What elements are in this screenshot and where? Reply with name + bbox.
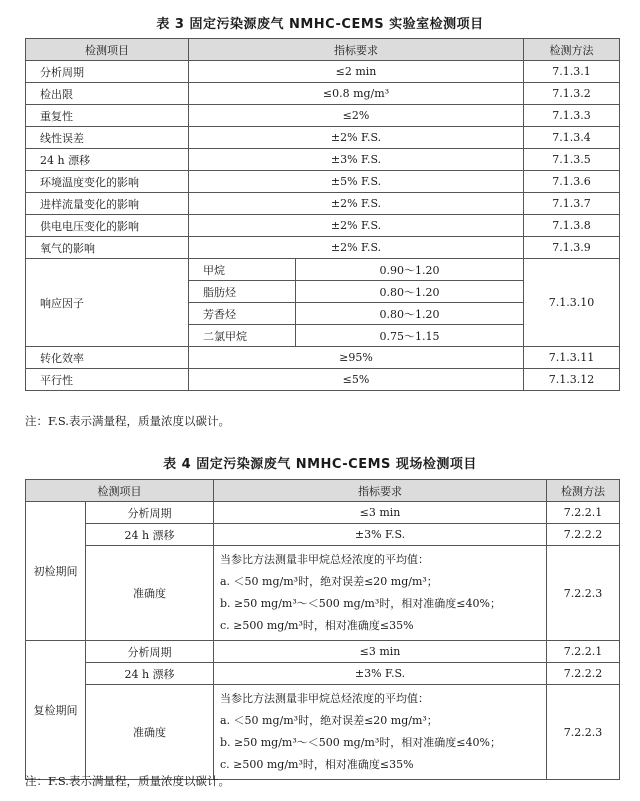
method-cell: 7.1.3.5 [524, 149, 620, 171]
criteria-line: 当参比方法测量非甲烷总烃浓度的平均值： [220, 692, 429, 705]
compound-cell: 芳香烃 [189, 303, 296, 325]
item-cell: 响应因子 [26, 259, 189, 347]
requirement-cell: ≤0.8 mg/m³ [189, 83, 524, 105]
range-cell: 0.90～1.20 [296, 259, 524, 281]
table4-note: 注：F.S.表示满量程，质量浓度以碳计。 [25, 774, 230, 788]
requirement-cell: ≤3 min [214, 502, 547, 524]
header-requirement: 指标要求 [189, 39, 524, 61]
table4-header-row [26, 480, 620, 502]
table-row [26, 524, 620, 546]
criteria-line: c. ≥500 mg/m³时，相对准确度≤35% [220, 758, 414, 771]
table-row [26, 171, 620, 193]
method-cell: 7.1.3.6 [524, 171, 620, 193]
item-cell: 线性误差 [26, 127, 189, 149]
table-row [26, 369, 620, 391]
period-cell: 复检期间 [26, 641, 86, 780]
method-cell: 7.1.3.12 [524, 369, 620, 391]
header-method: 检测方法 [547, 480, 620, 502]
method-cell: 7.1.3.7 [524, 193, 620, 215]
requirement-cell: ±2% F.S. [189, 215, 524, 237]
criteria-line: c. ≥500 mg/m³时，相对准确度≤35% [220, 619, 414, 632]
table-row [26, 215, 620, 237]
requirement-cell: ±2% F.S. [189, 127, 524, 149]
requirement-cell: ±3% F.S. [214, 524, 547, 546]
table3-note: 注：F.S.表示满量程，质量浓度以碳计。 [25, 414, 230, 428]
item-cell: 准确度 [86, 685, 214, 780]
method-cell: 7.2.2.1 [547, 502, 620, 524]
item-cell: 供电电压变化的影响 [26, 215, 189, 237]
table-row [26, 237, 620, 259]
table-row [26, 61, 620, 83]
table3-header-row [26, 39, 620, 61]
compound-cell: 甲烷 [189, 259, 296, 281]
criteria-line: 当参比方法测量非甲烷总烃浓度的平均值： [220, 553, 429, 566]
method-cell: 7.1.3.11 [524, 347, 620, 369]
requirement-cell: ≤5% [189, 369, 524, 391]
requirement-cell: ±2% F.S. [189, 193, 524, 215]
method-cell: 7.1.3.8 [524, 215, 620, 237]
requirement-cell: ≤3 min [214, 641, 547, 663]
compound-cell: 二氯甲烷 [189, 325, 296, 347]
method-cell: 7.1.3.10 [524, 259, 620, 347]
criteria-line: a. ＜50 mg/m³时，绝对误差≤20 mg/m³； [220, 575, 438, 588]
item-cell: 进样流量变化的影响 [26, 193, 189, 215]
table-row [26, 641, 620, 663]
method-cell: 7.1.3.3 [524, 105, 620, 127]
item-cell: 转化效率 [26, 347, 189, 369]
requirement-cell: ±5% F.S. [189, 171, 524, 193]
requirement-cell: ±3% F.S. [189, 149, 524, 171]
item-cell: 24 h 漂移 [86, 663, 214, 685]
header-item: 检测项目 [26, 39, 189, 61]
accuracy-criteria-cell [214, 685, 547, 780]
table-row [26, 83, 620, 105]
method-cell: 7.2.2.1 [547, 641, 620, 663]
criteria-line: b. ≥50 mg/m³～＜500 mg/m³时，相对准确度≤40%； [220, 736, 501, 749]
range-cell: 0.80～1.20 [296, 303, 524, 325]
period-cell: 初检期间 [26, 502, 86, 641]
table4-caption: 表 4 固定污染源废气 NMHC-CEMS 现场检测项目 [163, 457, 477, 472]
method-cell: 7.1.3.9 [524, 237, 620, 259]
item-cell: 检出限 [26, 83, 189, 105]
requirement-cell: ≤2% [189, 105, 524, 127]
requirement-cell: ≥95% [189, 347, 524, 369]
table-row [26, 663, 620, 685]
compound-cell: 脂肪烃 [189, 281, 296, 303]
item-cell: 分析周期 [86, 641, 214, 663]
method-cell: 7.2.2.3 [547, 546, 620, 641]
range-cell: 0.75～1.15 [296, 325, 524, 347]
table-row [26, 347, 620, 369]
item-cell: 氧气的影响 [26, 237, 189, 259]
method-cell: 7.2.2.3 [547, 685, 620, 780]
accuracy-row [26, 685, 620, 780]
item-cell: 分析周期 [86, 502, 214, 524]
accuracy-criteria-cell [214, 546, 547, 641]
table3 [25, 38, 620, 391]
item-cell: 分析周期 [26, 61, 189, 83]
method-cell: 7.1.3.4 [524, 127, 620, 149]
method-cell: 7.2.2.2 [547, 524, 620, 546]
response-factor-row [26, 259, 620, 281]
table-row [26, 193, 620, 215]
range-cell: 0.80～1.20 [296, 281, 524, 303]
method-cell: 7.1.3.2 [524, 83, 620, 105]
table-row [26, 127, 620, 149]
method-cell: 7.2.2.2 [547, 663, 620, 685]
criteria-line: b. ≥50 mg/m³～＜500 mg/m³时，相对准确度≤40%； [220, 597, 501, 610]
requirement-cell: ±3% F.S. [214, 663, 547, 685]
table-row [26, 502, 620, 524]
item-cell: 环境温度变化的影响 [26, 171, 189, 193]
accuracy-row [26, 546, 620, 641]
item-cell: 24 h 漂移 [86, 524, 214, 546]
requirement-cell: ≤2 min [189, 61, 524, 83]
item-cell: 24 h 漂移 [26, 149, 189, 171]
criteria-line: a. ＜50 mg/m³时，绝对误差≤20 mg/m³； [220, 714, 438, 727]
item-cell: 重复性 [26, 105, 189, 127]
table4 [25, 479, 620, 780]
item-cell: 准确度 [86, 546, 214, 641]
header-method: 检测方法 [524, 39, 620, 61]
header-requirement: 指标要求 [214, 480, 547, 502]
item-cell: 平行性 [26, 369, 189, 391]
method-cell: 7.1.3.1 [524, 61, 620, 83]
table3-caption: 表 3 固定污染源废气 NMHC-CEMS 实验室检测项目 [156, 17, 484, 32]
table-row [26, 149, 620, 171]
table-row [26, 105, 620, 127]
requirement-cell: ±2% F.S. [189, 237, 524, 259]
header-item: 检测项目 [26, 480, 214, 502]
